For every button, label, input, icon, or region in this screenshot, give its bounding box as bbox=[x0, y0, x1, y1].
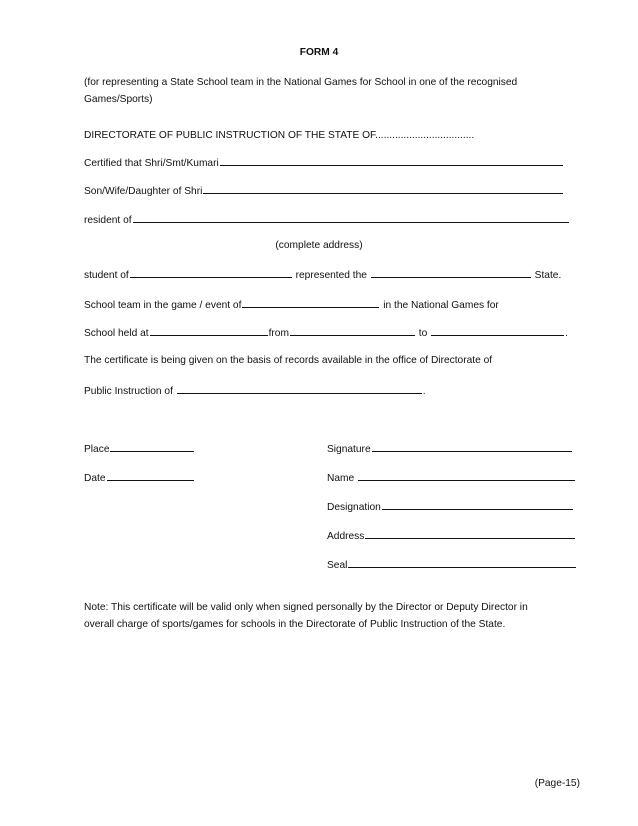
form-title: FORM 4 bbox=[299, 47, 339, 58]
state-blank bbox=[371, 267, 531, 278]
note-line2: overall charge of sports/games for schools in the Directorate of Public Instruction of the State. bbox=[84, 619, 506, 630]
designation-label: Designation bbox=[327, 502, 381, 513]
team-line bbox=[84, 297, 499, 312]
place-blank bbox=[110, 441, 194, 452]
name-label: Name bbox=[327, 473, 355, 484]
state-label: State. bbox=[534, 270, 562, 281]
student-line bbox=[84, 267, 561, 282]
address-label: Address bbox=[327, 531, 365, 542]
held-line bbox=[84, 325, 568, 340]
team-label: School team in the game / event of bbox=[84, 300, 242, 311]
signature-blank bbox=[372, 441, 572, 452]
form-subtitle-line1: (for representing a State School team in the National Games for School in one of the recognised bbox=[84, 77, 518, 88]
held-label: School held at bbox=[84, 328, 149, 339]
resident-label: resident of bbox=[84, 215, 132, 226]
certified-label: Certified that Shri/Smt/Kumari bbox=[84, 158, 219, 169]
directorate-dots: ................................... bbox=[375, 130, 475, 141]
signature-label: Signature bbox=[327, 444, 371, 455]
held-line-period: . bbox=[565, 328, 568, 339]
student-label: student of bbox=[84, 270, 129, 281]
name-line bbox=[327, 470, 576, 485]
school-blank bbox=[130, 267, 292, 278]
venue-blank bbox=[150, 325, 268, 336]
certified-name-blank bbox=[220, 155, 563, 166]
game-event-blank bbox=[242, 297, 379, 308]
date-blank bbox=[107, 470, 194, 481]
certified-line bbox=[84, 155, 564, 170]
national-games-label: in the National Games for bbox=[383, 300, 499, 311]
page-number: (Page-15) bbox=[534, 778, 580, 789]
to-label: to bbox=[418, 328, 428, 339]
to-date-blank bbox=[431, 325, 564, 336]
basis-line1: The certificate is being given on the basis of records available in the office of Directorate of bbox=[84, 355, 493, 366]
seal-blank bbox=[348, 557, 576, 568]
name-blank bbox=[358, 470, 575, 481]
date-label: Date bbox=[84, 473, 106, 484]
public-instruction-line bbox=[84, 383, 426, 398]
address-line bbox=[327, 528, 576, 543]
resident-line bbox=[84, 212, 570, 227]
form-subtitle-line2: Games/Sports) bbox=[84, 94, 153, 105]
directorate-label: DIRECTORATE OF PUBLIC INSTRUCTION OF THE STATE OF bbox=[84, 130, 376, 141]
directorate-line bbox=[84, 129, 474, 142]
son-label: Son/Wife/Daughter of Shri bbox=[84, 186, 203, 197]
place-label: Place bbox=[84, 444, 110, 455]
signature-line bbox=[327, 441, 573, 456]
from-date-blank bbox=[290, 325, 415, 336]
complete-address-caption: (complete address) bbox=[275, 240, 363, 251]
designation-blank bbox=[382, 499, 573, 510]
public-instruction-label: Public Instruction of bbox=[84, 386, 173, 397]
date-line bbox=[84, 470, 195, 485]
address-blank bbox=[133, 212, 569, 223]
public-instruction-period: . bbox=[422, 386, 426, 397]
note-line1: Note: This certificate will be valid only when signed personally by the Director or Deputy Director in bbox=[84, 602, 528, 613]
public-instruction-blank bbox=[177, 383, 422, 394]
designation-line bbox=[327, 499, 574, 514]
place-line bbox=[84, 441, 195, 456]
son-line bbox=[84, 183, 564, 198]
seal-label: Seal bbox=[327, 560, 348, 571]
from-label: from bbox=[268, 328, 289, 339]
signatory-address-blank bbox=[365, 528, 575, 539]
seal-line bbox=[327, 557, 577, 572]
represented-label: represented the bbox=[295, 270, 367, 281]
parent-name-blank bbox=[203, 183, 563, 194]
